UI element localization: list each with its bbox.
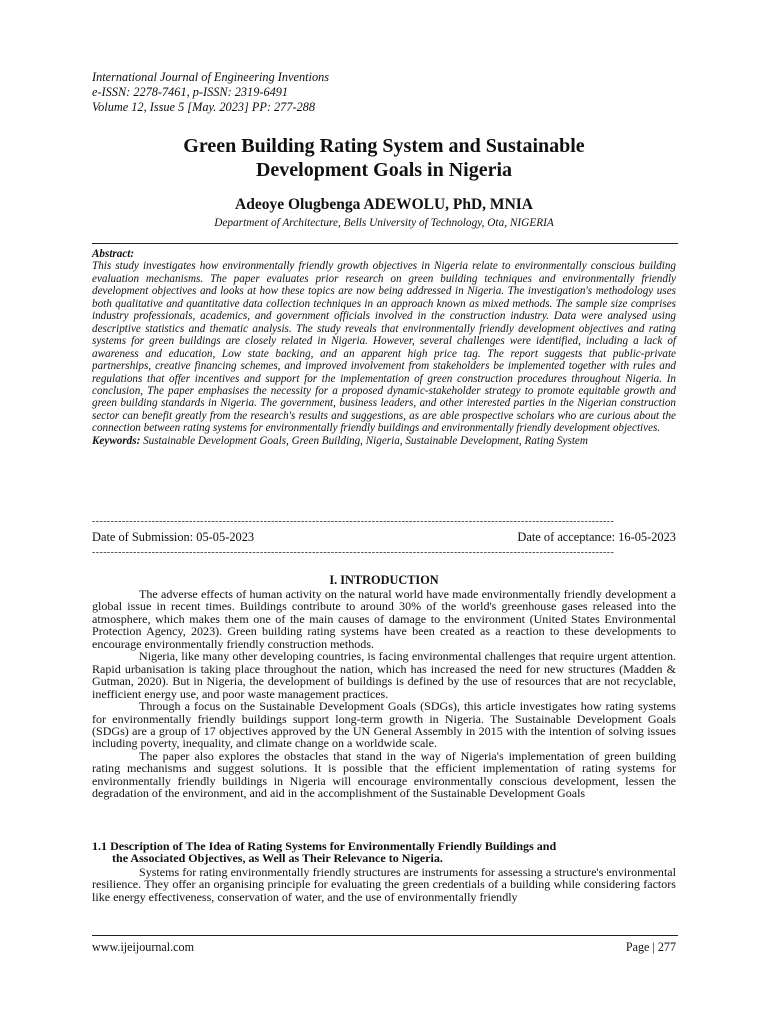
- acceptance-date: Date of acceptance: 16-05-2023: [517, 530, 676, 544]
- separator-bottom: --------------------------------------------------------------------------------------------------------------------------------------------: [92, 548, 615, 558]
- abstract-text: This study investigates how environmentally friendly growth objectives in Nigeria relate to environmentally conscious building evaluation mechanisms. The paper evaluates prior research on green building techniques and environmentally friendly development objectives and looks at how these topics are now being addressed in Nigeria. The investigation's methodology uses both qualitative and quantitative data collection techniques in an approach known as mixed methods. The sample size comprises industry professionals, academics, and government officials involved in the construction industry. Data were analysed using descriptive statistics and thematic analysis. The study reveals that environmentally friendly development objectives and rating systems for green buildings are closely related in Nigeria. However, several challenges were identified, including a lack of awareness and education, Low state backing, and an apparent high price tag. The report suggests that public-private partnerships, creative financing schemes, and improved involvement from stakeholders be implemented together with rules and regulations that offer incentives and support for the implementation of green construction procedures throughout Nigeria. In conclusion, The paper emphasises the necessity for a proposed dynamic-stakeholder strategy to promote equitable growth and green building standards in Nigeria. The government, business leaders, and other interested parties in the Nigerian construction sector can benefit greatly from the research's results and suggestions, as are able prospective scholars who are curious about the connection between rating systems for environmentally friendly buildings and environmentally friendly development objectives.: [92, 260, 676, 435]
- subsection-heading: [92, 840, 676, 865]
- page-number: Page | 277: [625, 940, 676, 954]
- intro-paragraph: The adverse effects of human activity on the natural world have made environmentally friendly development a global issue in recent times. Buildings contribute to around 30% of the world's greenhouse gases released into the atmosphere, which makes them one of the main causes of damage to the environment (United States Environmental Protection Agency, 2023). Green building rating systems have been created as a reaction to these developments to encourage environmentally friendly construction methods.: [92, 587, 676, 651]
- introduction-body: [92, 588, 676, 800]
- subsection-heading-line-2: the Associated Objectives, as Well as Their Relevance to Nigeria.: [112, 851, 443, 866]
- journal-volume: Volume 12, Issue 5 [May. 2023] PP: 277-288: [92, 100, 316, 114]
- journal-name: International Journal of Engineering Inventions: [92, 70, 330, 84]
- keywords-text: Sustainable Development Goals, Green Building, Nigeria, Sustainable Development, Rating System: [143, 434, 588, 447]
- paper-title-line-2: Development Goals in Nigeria: [255, 159, 513, 181]
- submission-date: Date of Submission: 05-05-2023: [92, 530, 255, 544]
- page-footer: [92, 940, 676, 955]
- intro-paragraph: Nigeria, like many other developing countries, is facing environmental challenges that require urgent attention. Rapid urbanisation is taking place throughout the nation, which has increased the need for new structures (Madden & Gutman, 2020). But in Nigeria, the development of buildings is defined by the use of resources that are not recyclable, inefficient energy use, and poor waste management practices.: [92, 649, 676, 701]
- subsection-paragraph: Systems for rating environmentally friendly structures are instruments for assessing a structure's environmental resilience. They offer an organising principle for evaluating the green credentials of a building while considering factors like energy effectiveness, conservation of water, and the use of environmentally friendly: [92, 865, 676, 904]
- intro-paragraph: Through a focus on the Sustainable Development Goals (SDGs), this article investigates how rating systems for environmentally friendly buildings support long-term growth in Nigeria. The Sustainable Development Goals (SDGs) are a group of 17 objectives approved by the UN General Assembly in 2015 with the intention of solving issues including poverty, inequality, and climate change on a worldwide scale.: [92, 699, 676, 751]
- footer-website-link[interactable]: www.ijeijournal.com: [92, 940, 194, 954]
- abstract-block: [92, 248, 676, 447]
- intro-paragraph: The paper also explores the obstacles that stand in the way of Nigeria's implementation of green building rating mechanisms and suggest solutions. It is possible that the efficient implementation of rating systems for environmentally friendly buildings in Nigeria will encourage environmentally conscious development, lessen the degradation of the environment, and aid in the accomplishment of the Sustainable Development Goals: [92, 748, 676, 801]
- author-affiliation: Department of Architecture, Bells University of Technology, Ota, NIGERIA: [214, 217, 554, 229]
- subsection-heading-line-1: 1.1 Description of The Idea of Rating Systems for Environmentally Friendly Buildings and: [92, 839, 557, 853]
- paper-title: [92, 134, 676, 182]
- dates-row: [92, 530, 676, 545]
- footer-rule: [92, 935, 678, 936]
- subsection-body: [92, 866, 676, 903]
- author-name: Adeoye Olugbenga ADEWOLU, PhD, MNIA: [235, 196, 533, 213]
- abstract-top-rule: [92, 243, 678, 244]
- abstract-label: Abstract:: [92, 248, 135, 260]
- journal-issn: e-ISSN: 2278-7461, p-ISSN: 2319-6491: [92, 85, 289, 99]
- paper-title-line-1: Green Building Rating System and Sustainable: [183, 135, 585, 157]
- section-heading-introduction: I. INTRODUCTION: [329, 573, 439, 587]
- separator-top: --------------------------------------------------------------------------------------------------------------------------------------------: [92, 517, 615, 527]
- keywords-label: Keywords:: [92, 434, 141, 447]
- keywords-line: [92, 435, 676, 447]
